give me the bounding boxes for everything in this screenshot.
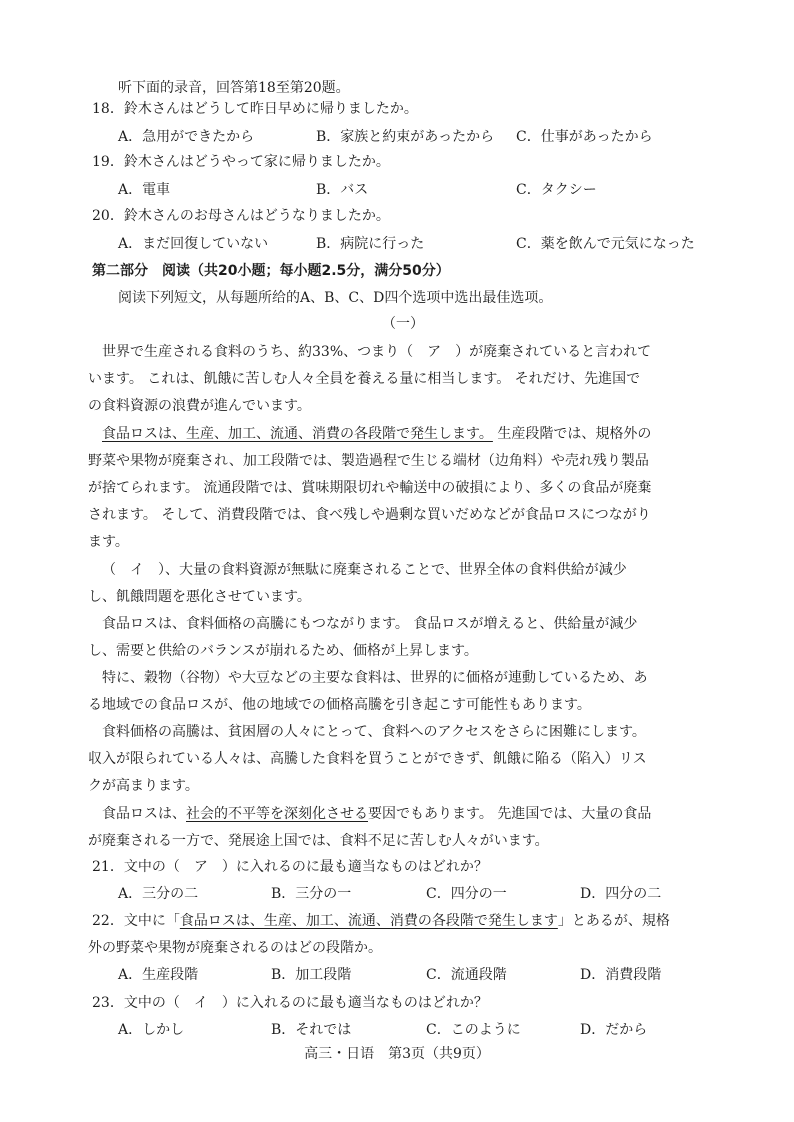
underlined-key-sentence: 食品ロスは、生産、加工、流通、消費の各段階で発生します。 [102, 426, 493, 442]
q18-stem: 18．鈴木さんはどうして昨日早めに帰りましたか。 [92, 101, 418, 117]
q19-stem: 19．鈴木さんはどうやって家に帰りましたか。 [92, 154, 390, 170]
q21-stem: 21．文中の（ ア ）に入れるのに最も適当なものはどれか？ [92, 859, 488, 875]
q22-quoted-sentence: 食品ロスは、生産、加工、流通、消費の各段階で発生します [179, 913, 558, 929]
passage-line: クが高まります。 [88, 778, 199, 794]
passage-text: 食品ロスは、 [102, 806, 186, 822]
passage-text: 生産段階では、規格外の [492, 426, 652, 442]
q21-option-b: B．三分の一 [271, 886, 352, 902]
passage-line: る地域での食品ロスが、他の地域での価格高騰を引き起こす可能性もあります。 [88, 697, 591, 713]
q18-option-b: B．家族と約束があったから [316, 129, 495, 145]
passage-line: されます。 そして、消費段階では、食べ残しや過剰な買いだめなどが食品ロスにつながり [88, 507, 651, 523]
q21-option-d: D．四分の二 [580, 886, 662, 902]
q18-option-a: A．急用ができたから [118, 129, 255, 145]
q23-option-b: B．それでは [271, 1022, 352, 1038]
q22-stem-text: 」とあるが、規格 [557, 913, 670, 929]
q23-stem: 23．文中の（ イ ）に入れるのに最も適当なものはどれか？ [92, 995, 488, 1011]
passage-line: が捨てられます。 流通段階では、賞味期限切れや輸送中の破損により、多くの食品が廃棄 [88, 480, 652, 496]
q19-option-a: A．電車 [118, 182, 171, 198]
passage-line: し、飢餓問題を悪化させています。 [88, 589, 311, 605]
passage-line: ます。 [88, 534, 129, 550]
part2-header: 第二部分 阅读（共20小题；每小题2.5分，满分50分） [92, 263, 450, 279]
passage-line: 食料価格の高騰は、貧困層の人々にとって、食料へのアクセスをさらに困難にします。 [102, 724, 646, 740]
passage-line: が廃棄される一方で、発展途上国では、食料不足に苦しむ人々がいます。 [88, 833, 549, 849]
q20-option-b: B．病院に行った [316, 236, 425, 252]
underlined-phrase: 社会的不平等を深刻化させる [186, 806, 368, 822]
section-number: （一） [382, 316, 424, 332]
passage-line: （ イ ）、大量の食料資源が無駄に廃棄されることで、世界全体の食料供給が減少 [102, 562, 627, 578]
q22-option-c: C．流通段階 [426, 967, 507, 983]
q19-option-c: C．タクシー [516, 182, 597, 198]
passage-line [102, 424, 651, 444]
page-footer: 高三・日语 第3页（共9页） [304, 1046, 490, 1062]
q18-option-c: C．仕事があったから [516, 129, 653, 145]
q23-option-a: A．しかし [118, 1022, 185, 1038]
passage-line: 特に、穀物（谷物）や大豆などの主要な食料は、世界的に価格が連動しているため、あ [102, 670, 648, 686]
q22-stem-text: 22．文中に「 [92, 913, 180, 929]
q23-option-d: D．だから [580, 1022, 648, 1038]
q22-stem-line2: 外の野菜や果物が廃棄されるのはどの段階か。 [88, 940, 382, 956]
q22-option-b: B．加工段階 [271, 967, 352, 983]
q23-option-c: C．このように [426, 1022, 521, 1038]
part2-instruction: 阅读下列短文，从每题所给的A、B、C、D四个选项中选出最佳选项。 [118, 290, 553, 306]
passage-line: 収入が限られている人々は、高騰した食料を買うことができず、飢餓に陥る（陷入）リス [88, 751, 647, 767]
q21-option-a: A．三分の二 [118, 886, 199, 902]
passage-line: の食料資源の浪費が進んでいます。 [88, 398, 311, 414]
passage-line: 食品ロスは、食料価格の高騰にもつながります。 食品ロスが増えると、供給量が減少 [102, 616, 638, 632]
listening-instruction: 听下面的录音，回答第18至第20题。 [118, 80, 350, 96]
passage-line: し、需要と供給のバランスが崩れるため、価格が上昇します。 [88, 643, 478, 659]
passage-line: います。 これは、飢餓に苦しむ人々全員を養える量に相当します。 それだけ、先進国で [88, 371, 641, 387]
q22-option-d: D．消費段階 [580, 967, 662, 983]
q22-option-a: A．生産段階 [118, 967, 199, 983]
passage-line: 世界で生産される食料のうち、約33%、つまり（ ア ）が廃棄されていると言われて [102, 344, 652, 360]
q20-option-c: C．薬を飲んで元気になった [516, 236, 695, 252]
q22-stem [92, 911, 670, 931]
q19-option-b: B．バス [316, 182, 369, 198]
q20-option-a: A．まだ回復していない [118, 236, 269, 252]
passage-line [102, 804, 651, 824]
passage-line: 野菜や果物が廃棄され、加工段階では、製造過程で生じる端材（边角料）や売れ残り製品 [88, 453, 649, 469]
passage-text: 要因でもあります。 先進国では、大量の食品 [368, 806, 652, 822]
q21-option-c: C．四分の一 [426, 886, 507, 902]
q20-stem: 20．鈴木さんのお母さんはどうなりましたか。 [92, 208, 390, 224]
